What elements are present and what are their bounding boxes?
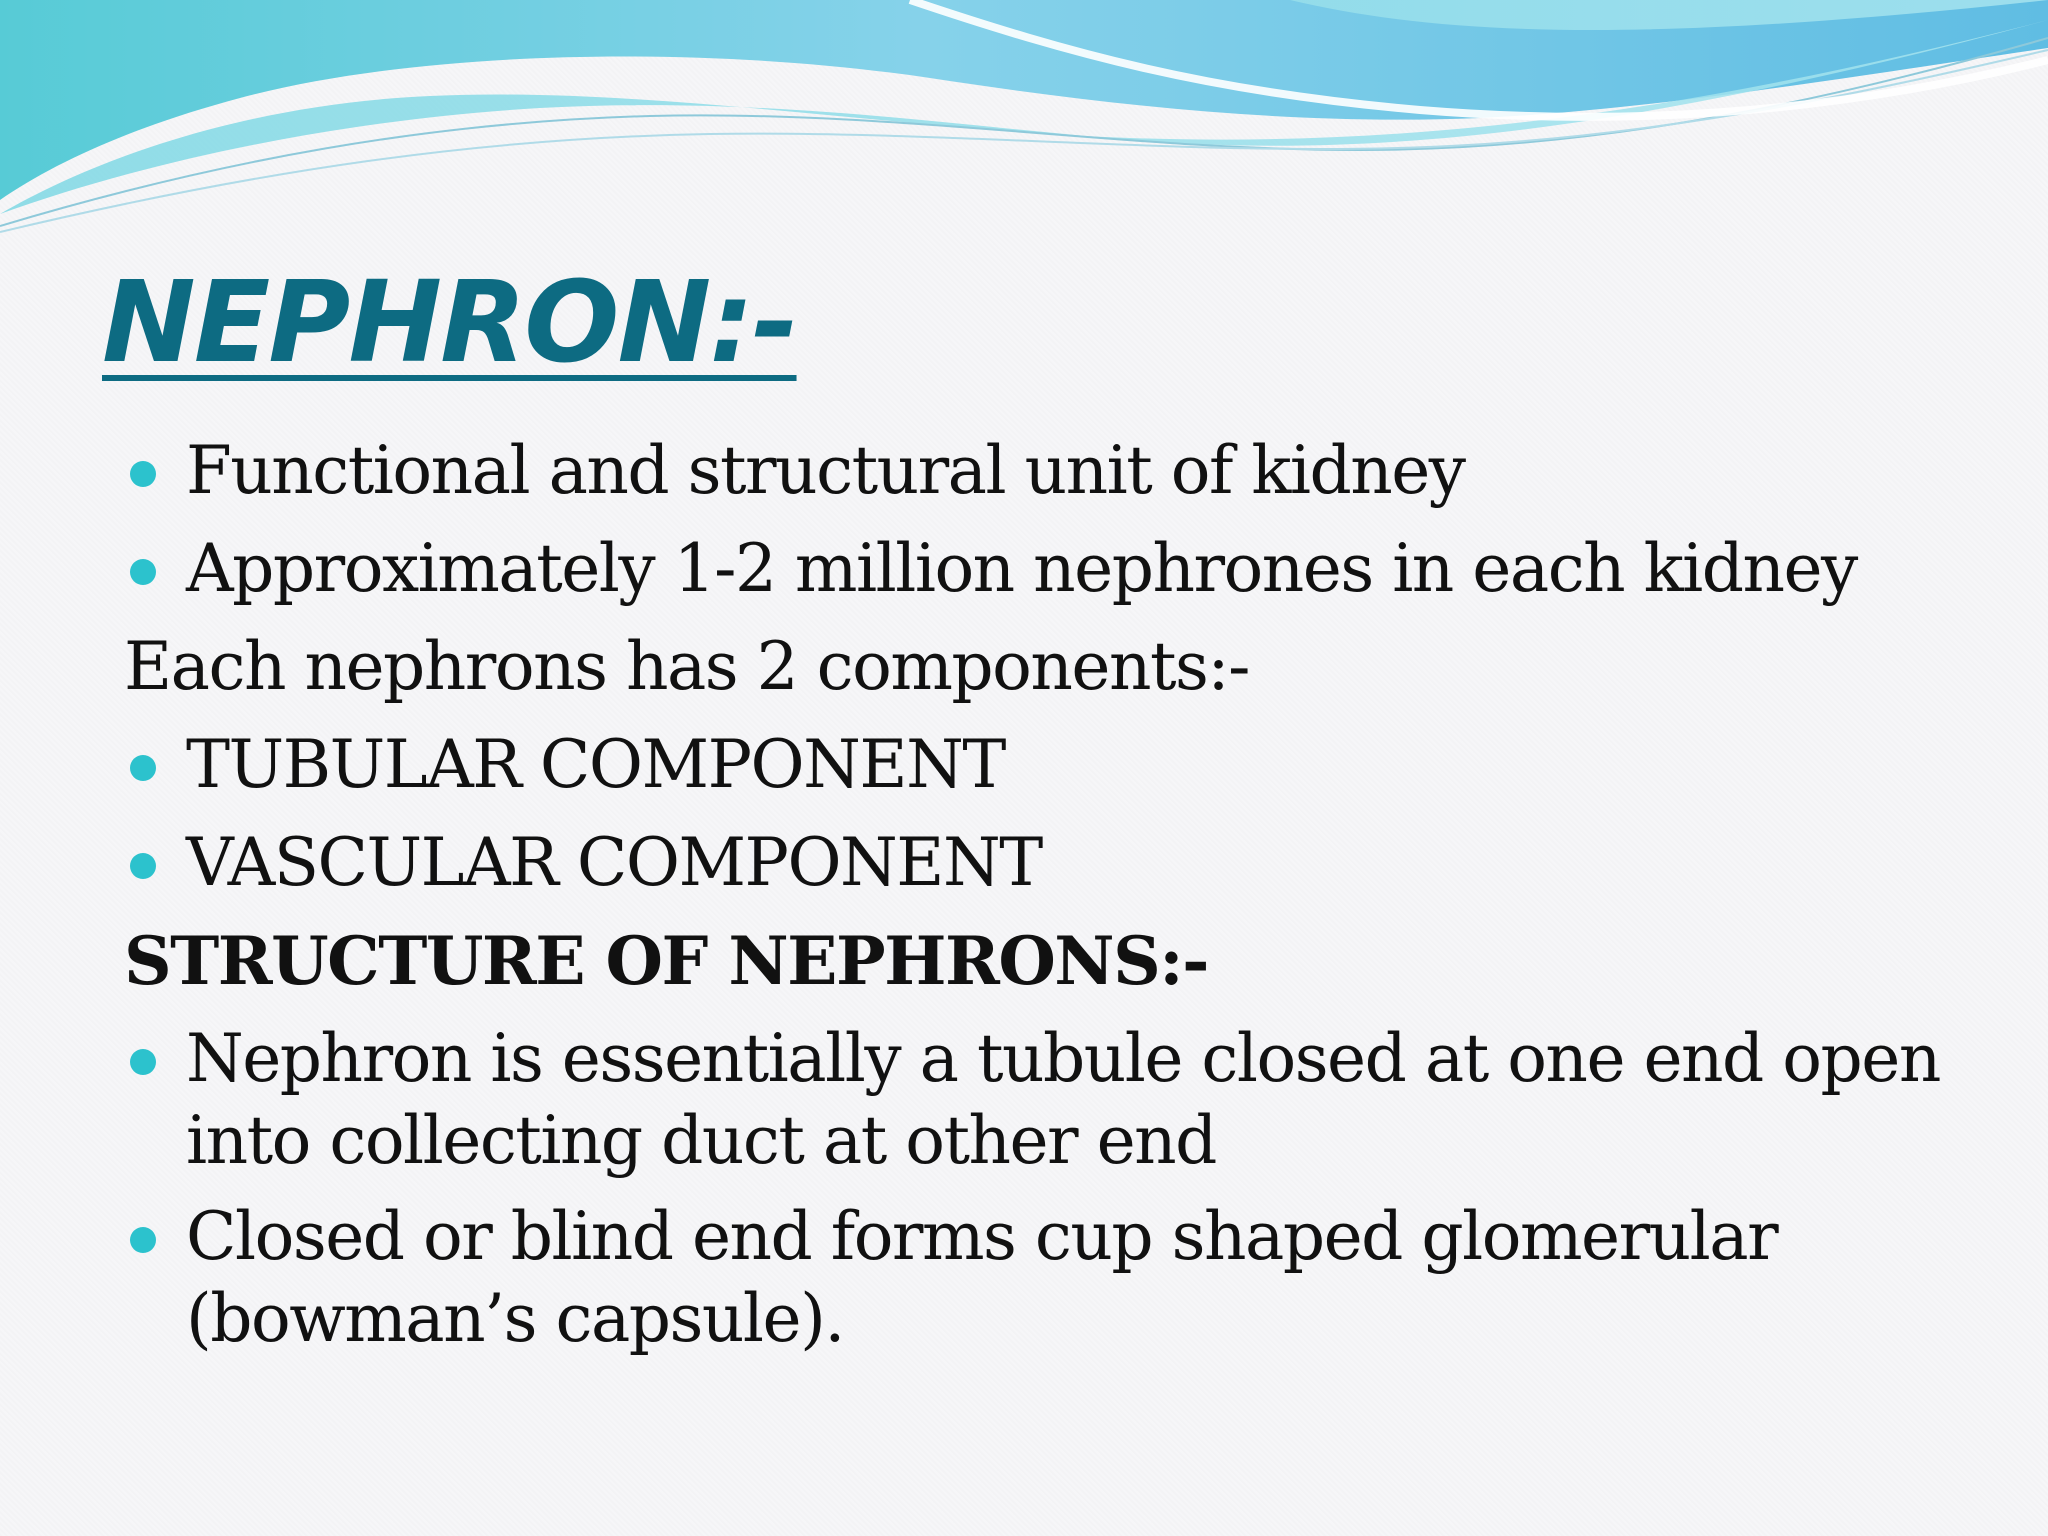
bullet-functional-unit — [124, 430, 1984, 512]
slide-title: NEPHRON:- — [102, 258, 797, 388]
bullet-bowman-capsule — [124, 1196, 1984, 1360]
heading-text: STRUCTURE OF NEPHRONS:- — [124, 922, 1209, 1000]
bullet-text: Nephron is essentially a tubule closed at one end open into collecting duct at other end — [186, 1020, 1940, 1179]
bullet-text: Approximately 1-2 million nephrones in each kidney — [186, 530, 1857, 607]
bullet-text: Closed or blind end forms cup shaped glomerular (bowman’s capsule). — [186, 1198, 1778, 1357]
bullet-text: VASCULAR COMPONENT — [186, 824, 1042, 901]
bullet-nephron-count — [124, 528, 1984, 610]
slide-content — [124, 430, 1984, 1374]
plain-text: Each nephrons has 2 components:- — [124, 628, 1249, 705]
bullet-text: Functional and structural unit of kidney — [186, 432, 1465, 509]
bullet-vascular-component — [124, 822, 1984, 904]
bullet-tubular-component — [124, 724, 1984, 806]
bullet-tubule-description — [124, 1018, 1984, 1182]
header-wave-decoration — [0, 0, 2048, 250]
components-intro — [124, 626, 1984, 708]
structure-heading — [124, 920, 1984, 1002]
bullet-text: TUBULAR COMPONENT — [186, 726, 1005, 803]
